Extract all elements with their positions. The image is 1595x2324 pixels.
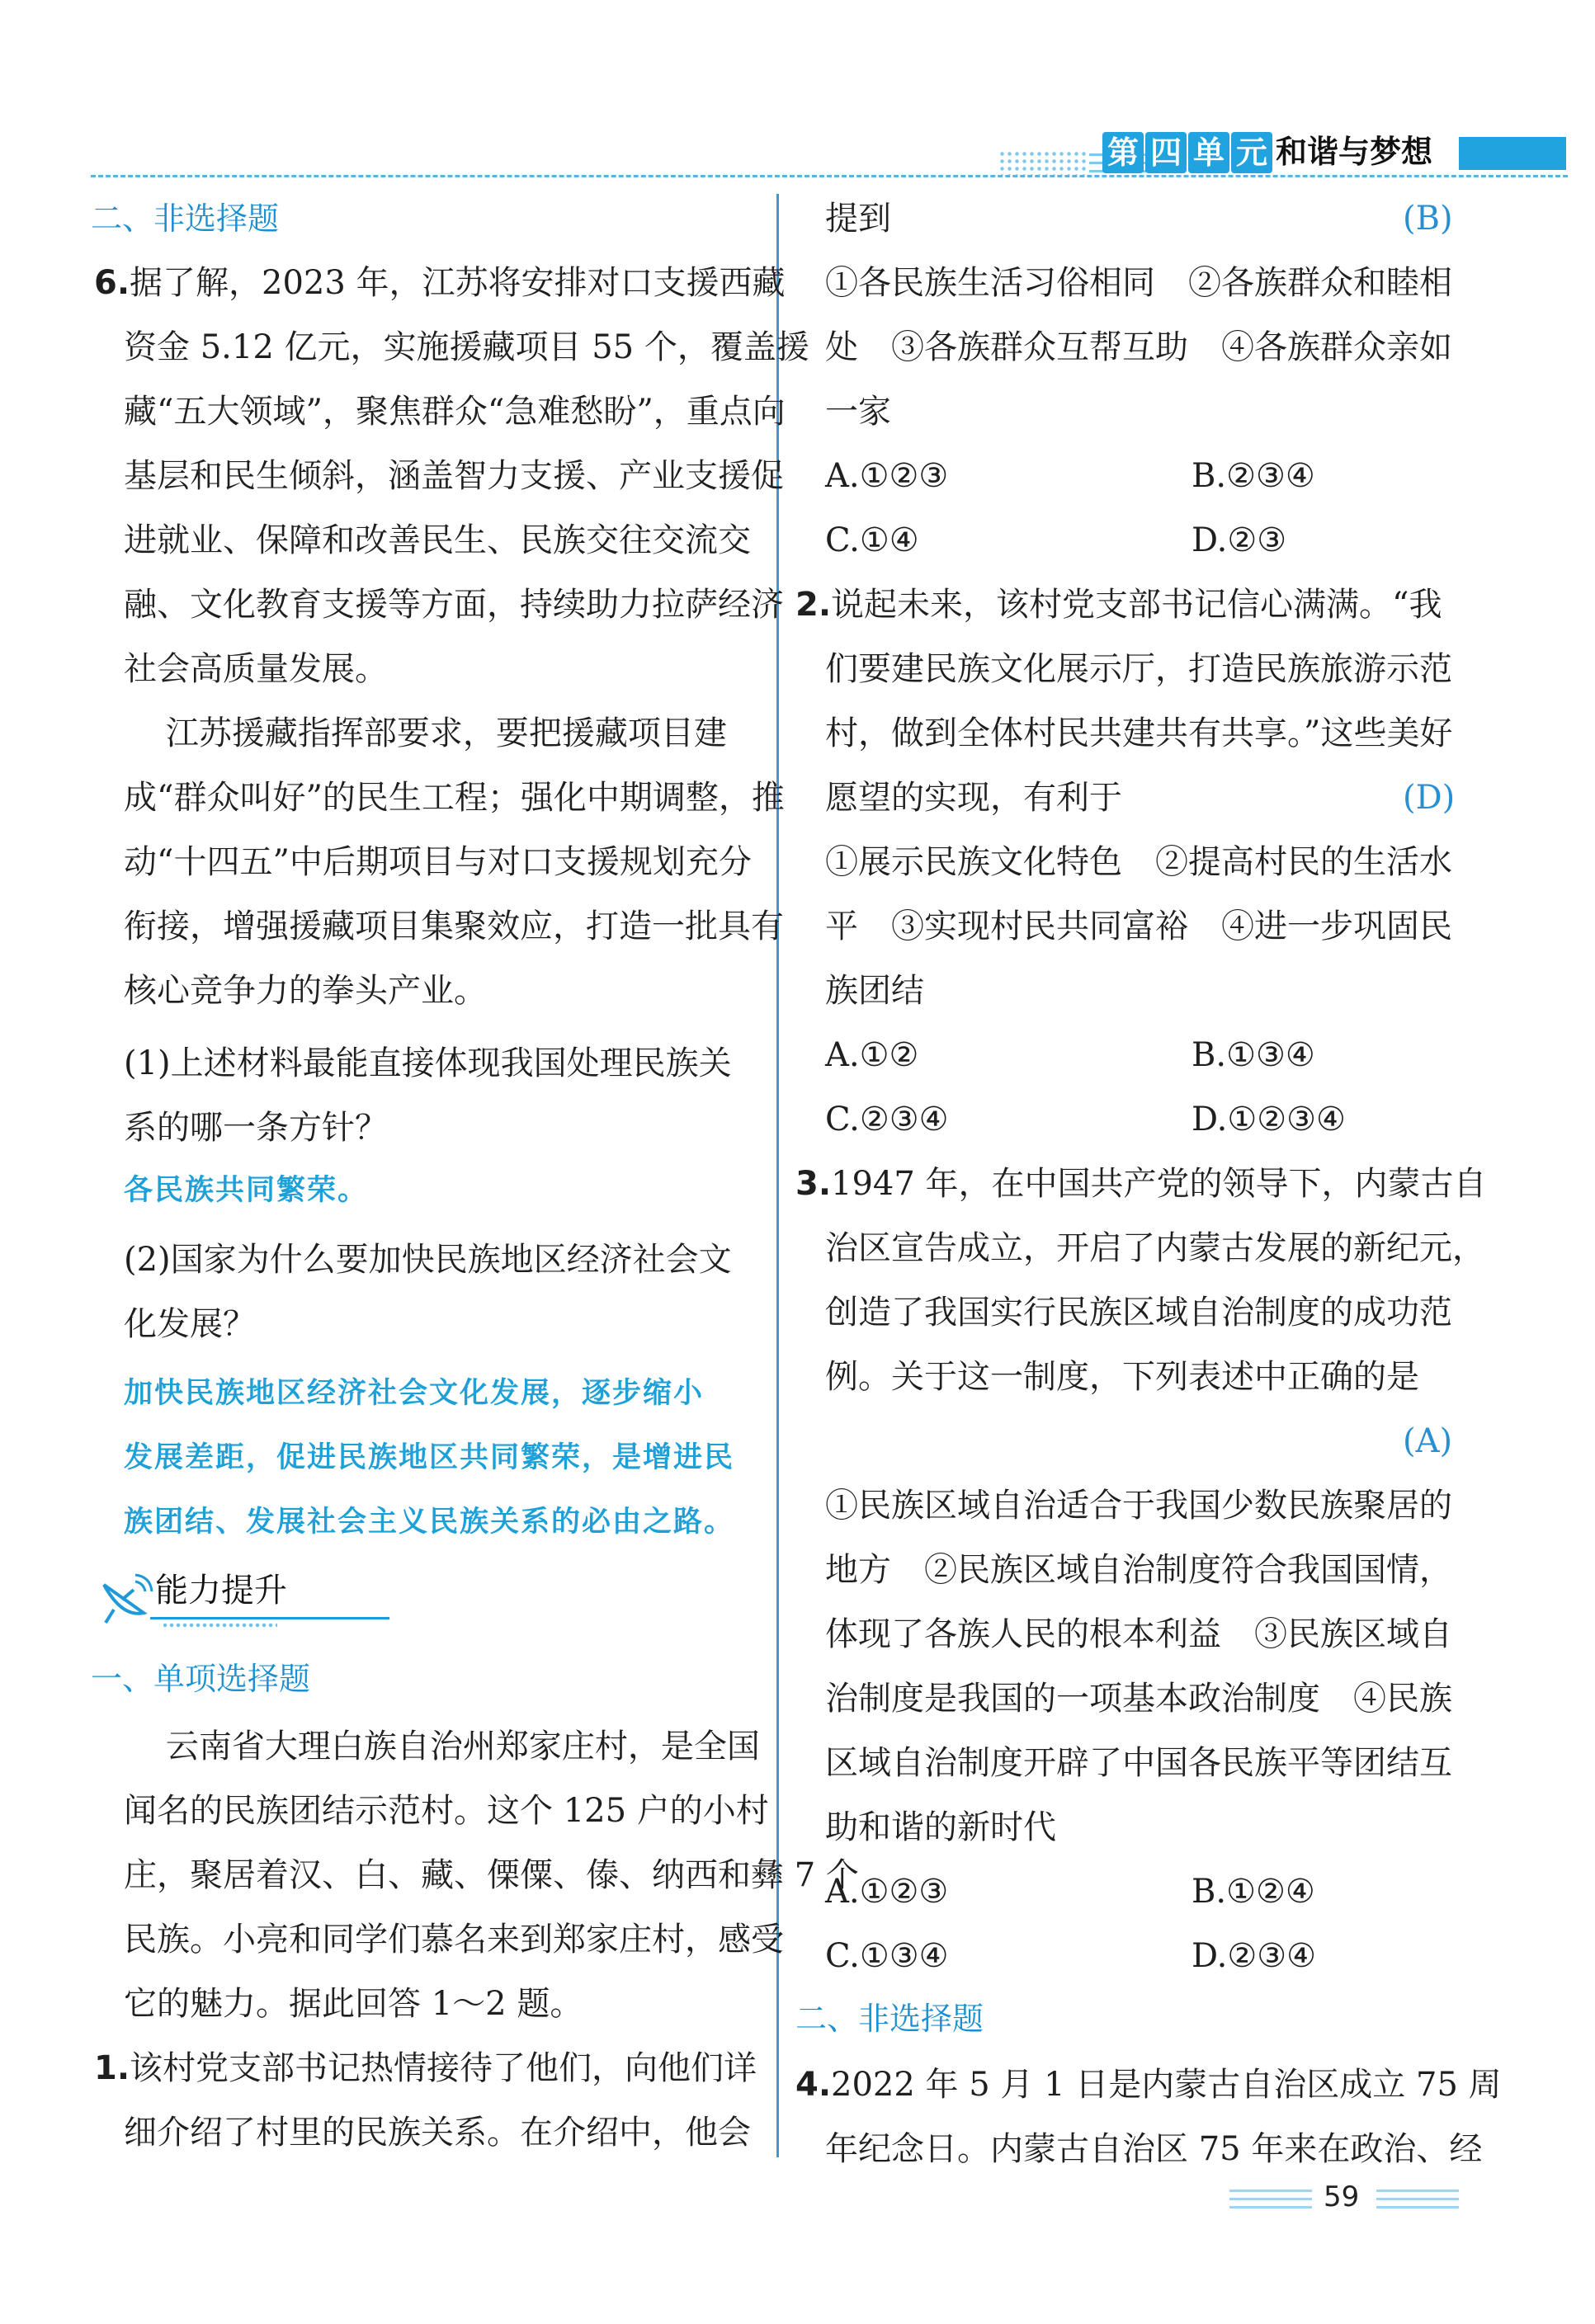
question-1-line: 细介绍了村里的民族关系。在介绍中，他会 (124, 2114, 751, 2152)
header-divider (91, 175, 1568, 177)
question-4-line: 年纪念日。内蒙古自治区 75 年来在政治、经 (825, 2130, 1483, 2168)
page-number-line (1376, 2190, 1459, 2192)
question-2-line: 愿望的实现，有利于 (825, 779, 1122, 817)
page-number-line (1229, 2198, 1312, 2200)
answer-text: 各民族共同繁荣。 (124, 1174, 369, 1207)
question-6-line: 进就业、保障和改善民生、民族交往交流交 (124, 521, 751, 559)
answer-text: 加快民族地区经济社会文化发展，逐步缩小 (124, 1377, 705, 1410)
answer-letter: (A) (1403, 1422, 1453, 1460)
question-number: 4. (795, 2066, 832, 2104)
statement-line: ①民族区域自治适合于我国少数民族聚居的 (825, 1487, 1452, 1525)
option-a: A.①②③ (825, 1873, 949, 1911)
statement-line: 平 ③实现村民共同富裕 ④进一步巩固民 (825, 907, 1452, 945)
intro-line: 闻名的民族团结示范村。这个 125 户的小村 (124, 1792, 769, 1830)
statement-line: 治制度是我国的一项基本政治制度 ④民族 (825, 1680, 1452, 1718)
question-6-line: 社会高质量发展。 (124, 650, 388, 688)
question-number: 3. (795, 1165, 832, 1203)
question-6-line: 动“十四五”中后期项目与对口支援规划充分 (124, 843, 752, 881)
option-c: C.①④ (825, 521, 919, 559)
unit-char-box: 四 (1145, 132, 1187, 173)
answer-letter: (B) (1403, 200, 1453, 238)
section-heading-nonchoice: 二、非选择题 (91, 200, 280, 237)
unit-title: 和谐与梦想 (1276, 134, 1433, 170)
sub-question-2: (2)国家为什么要加快民族地区经济社会文 (124, 1241, 732, 1279)
answer-letter: (D) (1403, 779, 1456, 817)
question-6-line: 资金 5.12 亿元，实施援藏项目 55 个，覆盖援 (124, 328, 809, 366)
statement-line: 地方 ②民族区域自治制度符合我国国情， (825, 1551, 1452, 1589)
ability-heading: 能力提升 (155, 1572, 287, 1610)
question-6-line: 江苏援藏指挥部要求，要把援藏项目建 (124, 714, 727, 752)
question-2-line: 2.说起未来，该村党支部书记信心满满。“我 (795, 586, 1442, 624)
statement-line: 体现了各族人民的根本利益 ③民族区域自 (825, 1615, 1452, 1653)
option-d: D.②③④ (1192, 1937, 1316, 1975)
question-2-line: 们要建民族文化展示厅，打造民族旅游示范 (825, 650, 1452, 688)
sub-question-1: (1)上述材料最能直接体现我国处理民族关 (124, 1044, 732, 1082)
page-number-line (1376, 2198, 1459, 2200)
section-heading-single-choice: 一、单项选择题 (91, 1661, 311, 1697)
question-6-line: 核心竞争力的拳头产业。 (124, 972, 487, 1010)
satellite-dish-icon (97, 1570, 155, 1628)
option-b: B.①③④ (1192, 1036, 1315, 1074)
question-4-line: 4.2022 年 5 月 1 日是内蒙古自治区成立 75 周 (795, 2066, 1502, 2104)
question-number: 1. (94, 2049, 130, 2087)
statement-line: 族团结 (825, 972, 924, 1010)
page-number-line (1229, 2190, 1312, 2192)
question-3-line: 创造了我国实行民族区域自治制度的成功范 (825, 1294, 1452, 1332)
option-b: B.②③④ (1192, 457, 1315, 495)
question-number: 2. (795, 586, 832, 624)
question-3-line: 治区宣告成立，开启了内蒙古发展的新纪元， (825, 1229, 1485, 1267)
question-6-line: 衔接，增强援藏项目集聚效应，打造一批具有 (124, 907, 784, 945)
question-3-line: 3.1947 年，在中国共产党的领导下，内蒙古自 (795, 1165, 1487, 1203)
sub-question-2: 化发展？ (124, 1305, 256, 1343)
question-6-line: 6.据了解，2023 年，江苏将安排对口支援西藏 (94, 264, 786, 302)
header-stripe (1459, 137, 1566, 170)
unit-char-box: 单 (1188, 132, 1229, 173)
page-number: 59 (1324, 2180, 1360, 2213)
unit-char-box: 元 (1231, 132, 1272, 173)
question-1-line: 提到 (825, 200, 891, 238)
option-b: B.①②④ (1192, 1873, 1315, 1911)
option-a: A.①②③ (825, 457, 949, 495)
answer-text: 族团结、发展社会主义民族关系的必由之路。 (124, 1506, 735, 1539)
statement-line: ①各民族生活习俗相同 ②各族群众和睦相 (825, 264, 1452, 302)
ability-underline (150, 1617, 389, 1619)
question-1-line: 1.该村党支部书记热情接待了他们，向他们详 (94, 2049, 757, 2087)
question-6-line: 成“群众叫好”的民生工程；强化中期调整，推 (124, 779, 785, 817)
header-dot-pattern (998, 150, 1089, 175)
intro-line: 民族。小亮和同学们慕名来到郑家庄村，感受 (124, 1921, 784, 1959)
option-c: C.②③④ (825, 1101, 949, 1138)
option-a: A.①② (825, 1036, 919, 1074)
statement-line: 区域自治制度开辟了中国各民族平等团结互 (825, 1744, 1452, 1782)
statement-line: 助和谐的新时代 (825, 1808, 1056, 1846)
question-6-line: 融、文化教育支援等方面，持续助力拉萨经济 (124, 586, 784, 624)
intro-line: 云南省大理白族自治州郑家庄村，是全国 (124, 1728, 760, 1765)
intro-line: 庄，聚居着汉、白、藏、傈僳、傣、纳西和彝 7 个 (124, 1856, 859, 1894)
statement-line: 一家 (825, 393, 891, 431)
unit-char-box: 第 (1102, 132, 1144, 173)
sub-question-1: 系的哪一条方针？ (124, 1109, 388, 1147)
statement-line: ①展示民族文化特色 ②提高村民的生活水 (825, 843, 1452, 881)
page-number-line (1376, 2206, 1459, 2209)
question-3-line: 例。关于这一制度，下列表述中正确的是 (825, 1358, 1419, 1396)
intro-line: 它的魅力。据此回答 1～2 题。 (124, 1985, 583, 2023)
option-c: C.①③④ (825, 1937, 949, 1975)
option-d: D.②③ (1192, 521, 1287, 559)
ability-dot-pattern (162, 1622, 277, 1630)
question-6-line: 藏“五大领域”，聚焦群众“急难愁盼”，重点向 (124, 393, 786, 431)
question-number: 6. (94, 264, 130, 302)
statement-line: 处 ③各族群众互帮互助 ④各族群众亲如 (825, 328, 1452, 366)
question-6-line: 基层和民生倾斜，涵盖智力支援、产业支援促 (124, 457, 784, 495)
page-number-line (1229, 2206, 1312, 2209)
option-d: D.①②③④ (1192, 1101, 1346, 1138)
section-heading-nonchoice: 二、非选择题 (795, 2001, 984, 2037)
question-2-line: 村，做到全体村民共建共有共享。”这些美好 (825, 714, 1453, 752)
answer-text: 发展差距，促进民族地区共同繁荣，是增进民 (124, 1441, 735, 1474)
